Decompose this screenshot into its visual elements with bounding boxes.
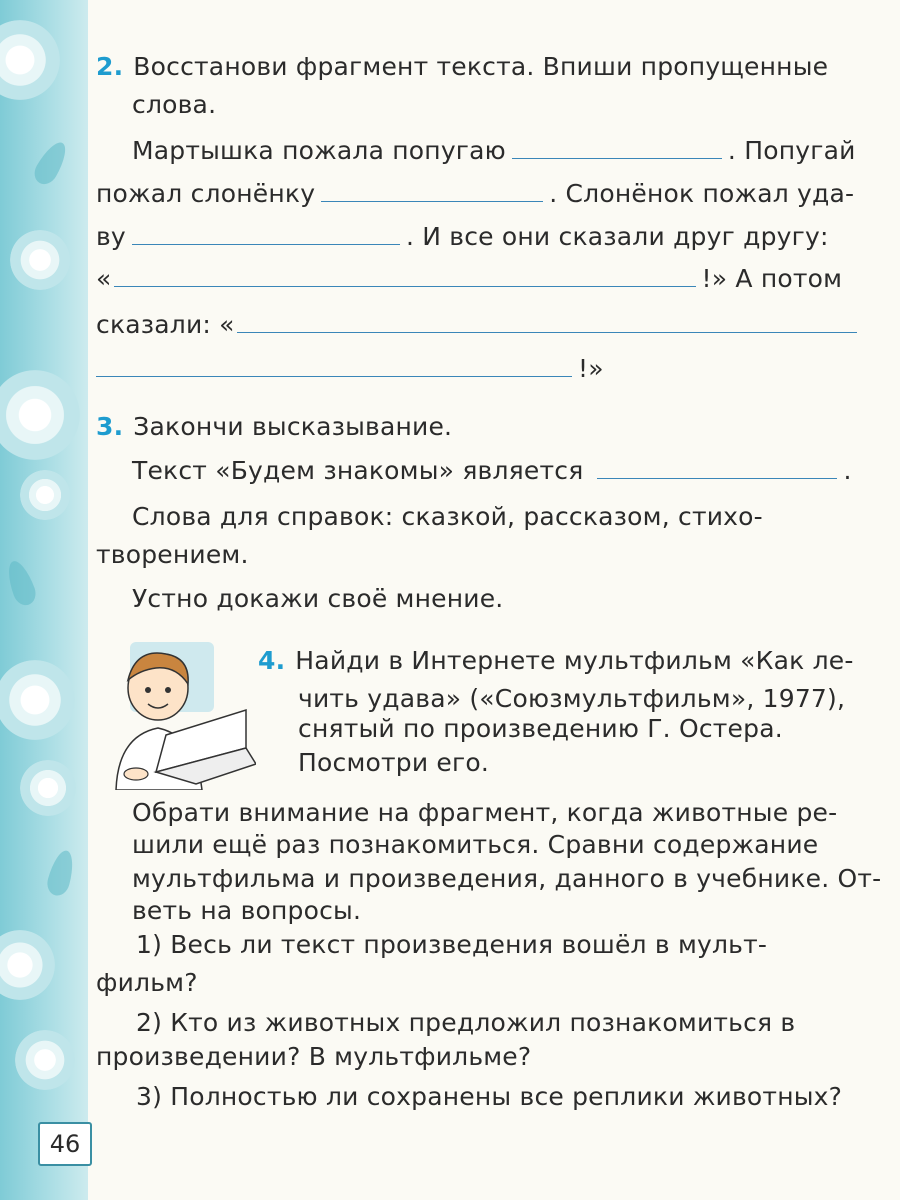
answer-blank-4[interactable] xyxy=(114,285,696,287)
answer-blank-7[interactable] xyxy=(597,477,837,479)
task4-question2: 2) Кто из животных предложил познакомиться в xyxy=(136,1008,796,1037)
task4-question3: 3) Полностью ли сохранены все реплики животных? xyxy=(136,1082,843,1111)
page-number: 46 xyxy=(38,1122,92,1166)
task2-number: 2. xyxy=(96,52,124,81)
task3-title: 3. Закончи высказывание. xyxy=(96,412,453,441)
task4-question1-cont: фильм? xyxy=(96,968,198,997)
task3-word-bank: Слова для справок: сказкой, рассказом, стихо- xyxy=(132,502,763,531)
task4-question2-cont: произведении? В мультфильме? xyxy=(96,1042,532,1071)
task4-question1: 1) Весь ли текст произведения вошёл в мульт- xyxy=(136,930,768,959)
task2-text-line2: пожал слонёнку . Слонёнок пожал уда- xyxy=(96,179,855,208)
task4-paragraph-line4: веть на вопросы. xyxy=(132,896,362,925)
task4-line3: снятый по произведению Г. Остера. xyxy=(298,714,783,743)
answer-blank-1[interactable] xyxy=(512,157,722,159)
task4-paragraph-line2: шили ещё раз познакомиться. Сравни содержание xyxy=(132,830,819,859)
task2-title-line1: 2. Восстанови фрагмент текста. Впиши пропущенные xyxy=(96,52,829,81)
task3-word-bank-cont: творением. xyxy=(96,540,249,569)
task4-number: 4. xyxy=(258,646,286,675)
task4-line1: 4. Найди в Интернете мультфильм «Как ле- xyxy=(258,646,854,675)
answer-blank-6[interactable] xyxy=(96,375,572,377)
boy-with-laptop-illustration xyxy=(96,640,256,790)
answer-blank-5[interactable] xyxy=(237,331,857,333)
task2-text-line1: Мартышка пожала попугаю . Попугай xyxy=(132,136,856,165)
task3-line1: Текст «Будем знакомы» является . xyxy=(132,456,852,485)
task3-number: 3. xyxy=(96,412,124,441)
task4-line4: Посмотри его. xyxy=(298,748,489,777)
task2-text-line3: ву . И все они сказали друг другу: xyxy=(96,222,829,251)
answer-blank-3[interactable] xyxy=(132,243,400,245)
answer-blank-2[interactable] xyxy=(321,200,543,202)
task2-text-line6: !» xyxy=(96,352,858,386)
task2-text-line5: сказали: « xyxy=(96,308,858,342)
task2-text-line4: « !» А потом xyxy=(96,264,843,293)
task3-instruction: Устно докажи своё мнение. xyxy=(132,584,504,613)
task2-title-line2: слова. xyxy=(132,90,217,119)
task4-paragraph-line1: Обрати внимание на фрагмент, когда животные ре- xyxy=(132,798,838,827)
task4-paragraph-line3: мультфильма и произведения, данного в учебнике. От- xyxy=(132,864,882,893)
task4-line2: чить удава» («Союзмультфильм», 1977), xyxy=(298,684,846,713)
